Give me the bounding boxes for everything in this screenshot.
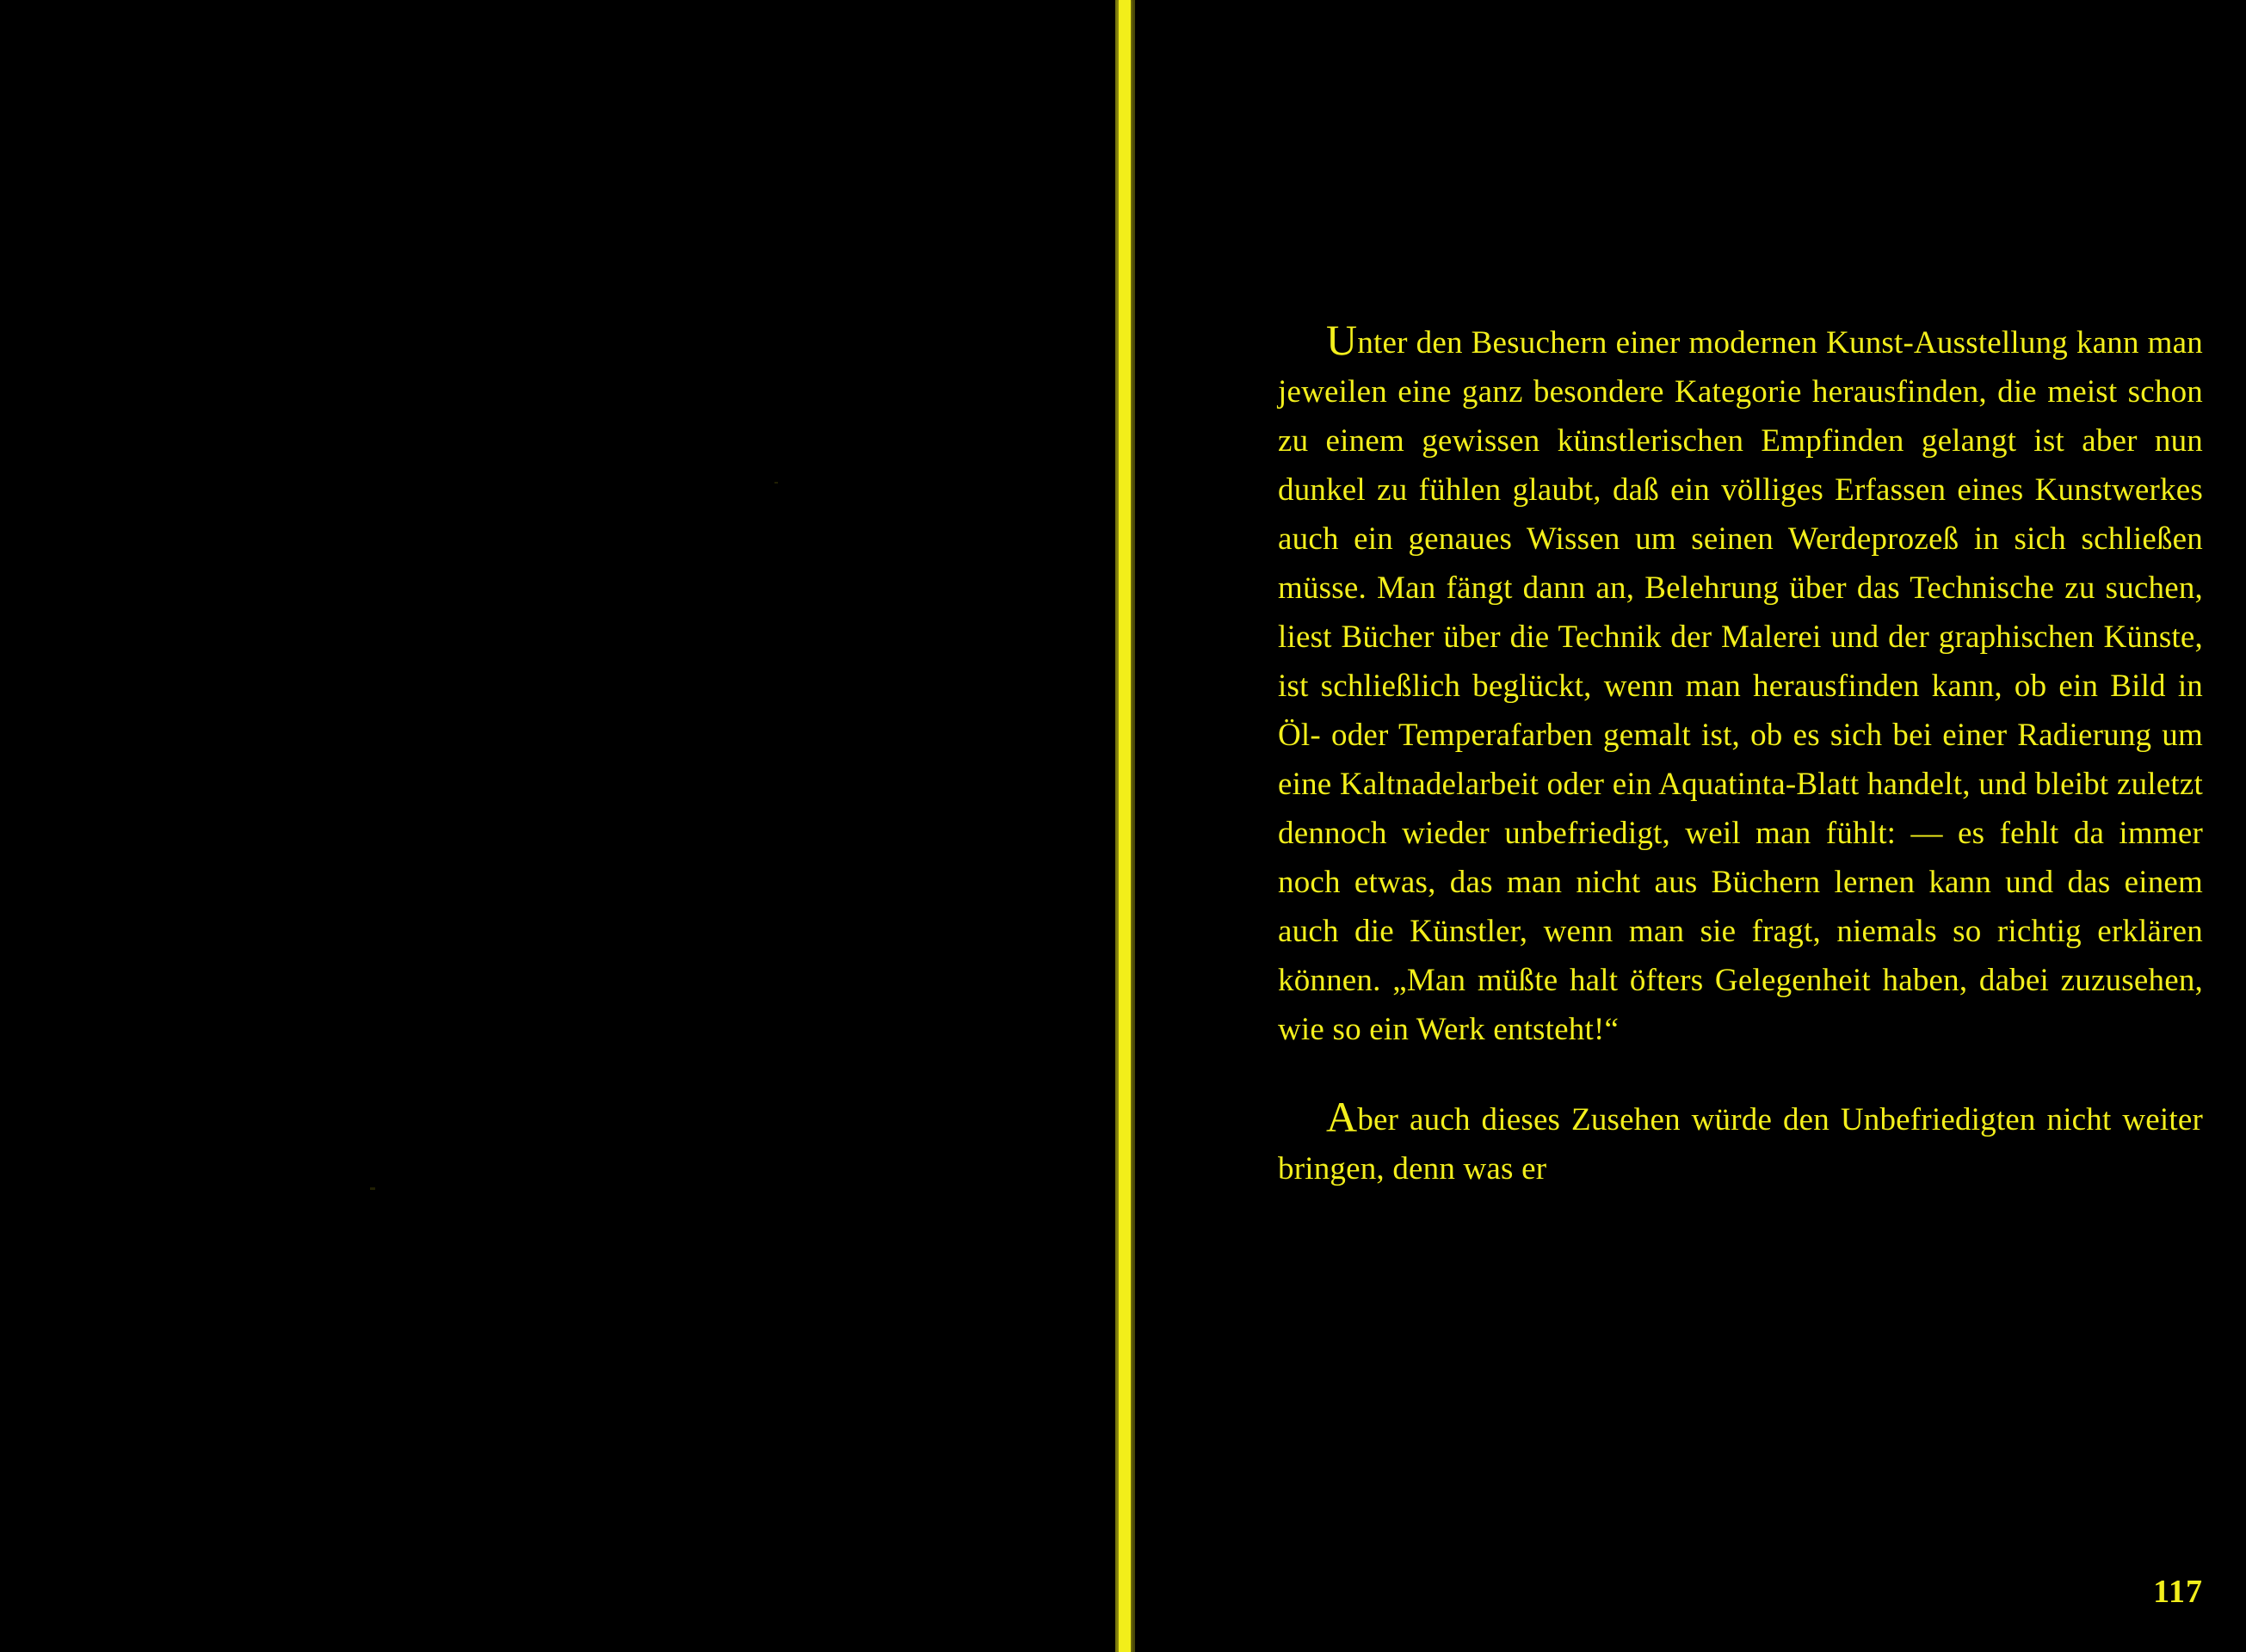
scan-speck [774, 482, 778, 484]
right-page [1136, 0, 2246, 1652]
paragraph-1-dropcap: U [1326, 316, 1358, 364]
left-page-blank [0, 0, 1119, 1652]
paragraph-1 [1278, 318, 2203, 1054]
scan-speck [370, 1187, 375, 1190]
page-number: 117 [2153, 1574, 2203, 1610]
paragraph-2-dropcap: A [1326, 1093, 1358, 1141]
page-gutter-line [1119, 0, 1131, 1652]
body-text-column [1278, 318, 2203, 1193]
paragraph-1-text: nter den Besuchern einer modernen Kunst-Ausstellung kann man jeweilen eine ganz besondere Kategorie herausfinden, die meist schon zu einem gewissen künstlerischen Empfinden gelangt ist aber nun dunkel zu fühlen glaubt, daß ein völliges Erfassen eines Kunstwerkes auch ein genaues Wissen um seinen Werdeprozeß in sich schließen müsse. Man fängt dann an, Belehrung über das Technische zu suchen, liest Bücher über die Technik der Malerei und der graphischen Künste, ist schließlich beglückt, wenn man herausfinden kann, ob ein Bild in Öl- oder Temperafarben gemalt ist, ob es sich bei einer Radierung um eine Kaltnadelarbeit oder ein Aquatinta-Blatt handelt, und bleibt zuletzt dennoch wieder unbefriedigt, weil man fühlt: — es fehlt da immer noch etwas, das man nicht aus Büchern lernen kann und das einem auch die Künstler, wenn man sie fragt, niemals so richtig erklären können. „Man müßte halt öfters Gelegenheit haben, dabei zuzusehen, wie so ein Werk entsteht!“ [1278, 325, 2203, 1047]
paragraph-2-text: ber auch dieses Zusehen würde den Unbefriedigten nicht weiter bringen, denn was er [1278, 1102, 2203, 1187]
paragraph-2 [1278, 1095, 2203, 1193]
